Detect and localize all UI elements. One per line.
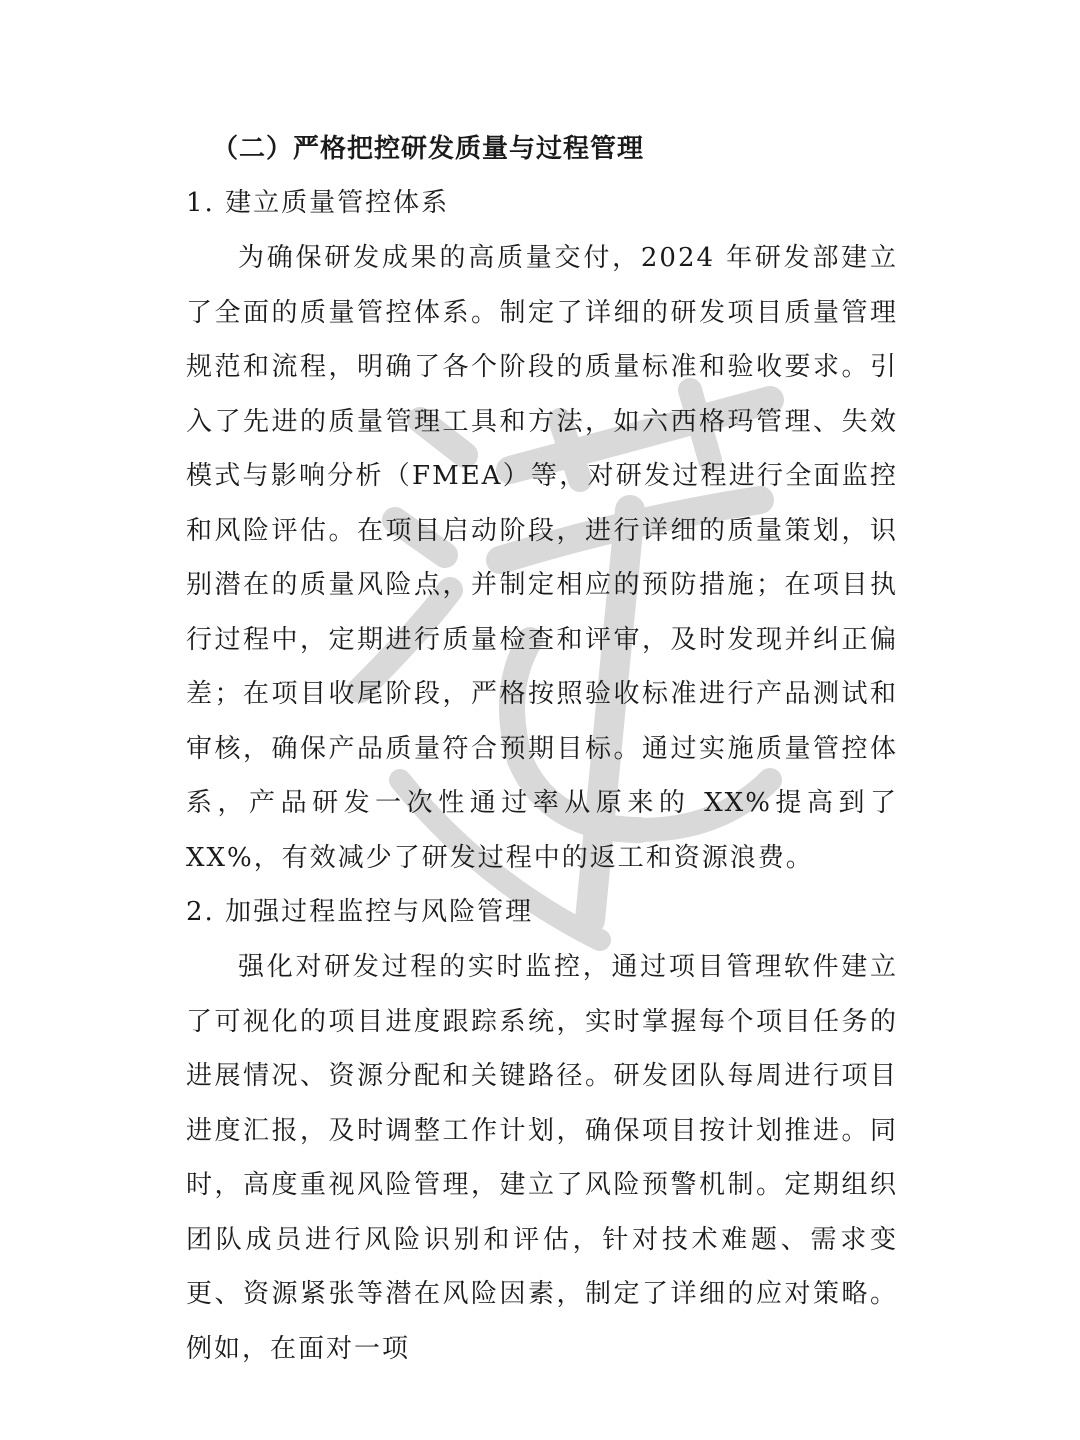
paragraph-2: 强化对研发过程的实时监控，通过项目管理软件建立了可视化的项目进度跟踪系统，实时掌握每个项目任务的进展情况、资源分配和关键路径。研发团队每周进行项目进度汇报，及时调整工作计划，确保项目按计划推进。同时，高度重视风险管理，建立了风险预警机制。定期组织团队成员进行风险识别和评估，针对技术难题、需求变更、资源紧张等潜在风险因素，制定了详细的应对策略。例如，在面对一项	[186, 952, 898, 1364]
section-title: （二）严格把控研发质量与过程管理	[212, 134, 645, 164]
document-body	[186, 122, 898, 1376]
paragraph-1: 为确保研发成果的高质量交付，2024 年研发部建立了全面的质量管控体系。制定了详细的研发项目质量管理规范和流程，明确了各个阶段的质量标准和验收要求。引入了先进的质量管理工具和方法，如六西格玛管理、失效模式与影响分析（FMEA）等，对研发过程进行全面监控和风险评估。在项目启动阶段，进行详细的质量策划，识别潜在的质量风险点，并制定相应的预防措施；在项目执行过程中，定期进行质量检查和评审，及时发现并纠正偏差；在项目收尾阶段，严格按照验收标准进行产品测试和审核，确保产品质量符合预期目标。通过实施质量管控体系，产品研发一次性通过率从原来的 XX%提高到了 XX%，有效减少了研发过程中的返工和资源浪费。	[186, 243, 898, 873]
subsection-title-2: 2. 加强过程监控与风险管理	[186, 897, 534, 927]
subsection-title-1: 1. 建立质量管控体系	[186, 188, 450, 218]
